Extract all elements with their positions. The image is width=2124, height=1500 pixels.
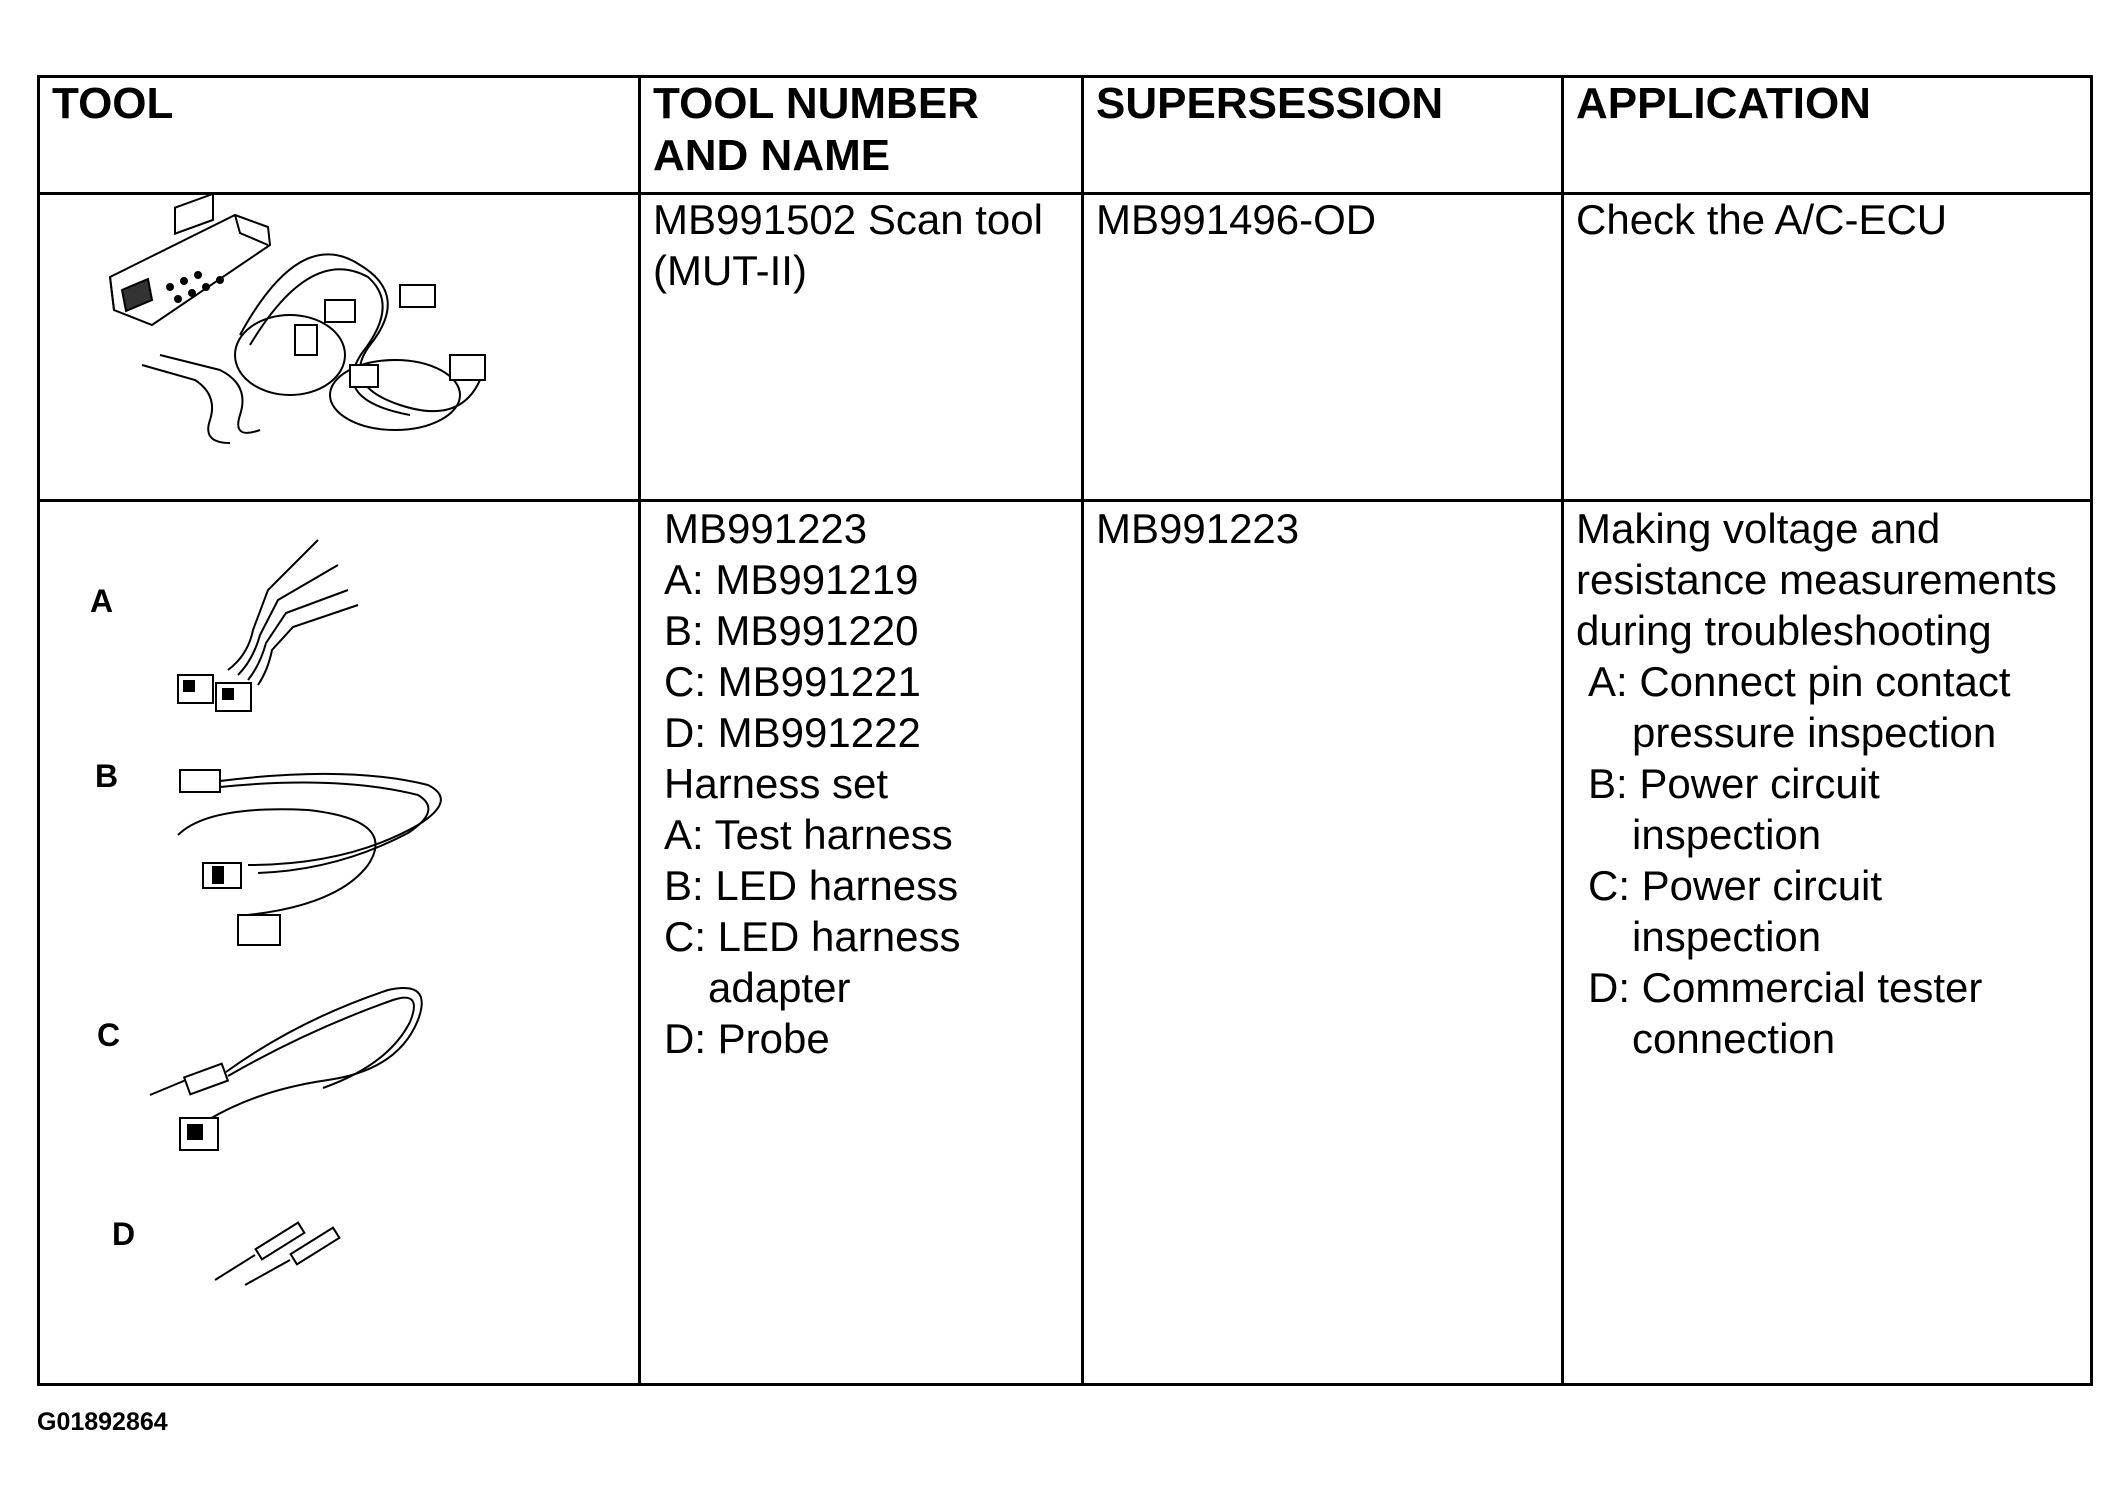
row2-tool-number-line-5: D: MB991222 [664, 709, 921, 756]
tool-label-a: A [90, 583, 114, 619]
column-divider-3 [1561, 75, 1564, 1386]
row2-application-line-10: D: Commercial tester [1588, 964, 1983, 1011]
row2-application-line-7: inspection [1632, 811, 1822, 858]
row2-tool-number-line-7: A: Test harness [664, 811, 953, 858]
header-tool: TOOL [52, 79, 174, 128]
tool-label-b: B [95, 758, 119, 794]
row2-tool-number-line-9: C: LED harness [664, 913, 961, 960]
row2-tool-number-line-10: adapter [708, 964, 851, 1011]
row2-tool-number-line-3: B: MB991220 [664, 607, 919, 654]
row1-tool-number-line-2: (MUT-II) [653, 247, 807, 294]
header-tool-number-name: TOOL NUMBER AND NAME [653, 79, 979, 180]
row2-application-line-6: B: Power circuit [1588, 760, 1880, 807]
row2-application-line-9: inspection [1632, 913, 1822, 960]
tool-label-d: D [112, 1216, 136, 1252]
test-harness-illustration [168, 535, 368, 720]
row2-application-line-4: A: Connect pin contact [1588, 658, 2011, 705]
table-border-bottom [37, 1383, 2093, 1386]
row2-tool-number-line-4: C: MB991221 [664, 658, 921, 705]
row2-supersession: MB991223 [1096, 505, 1300, 552]
row2-application-line-3: during troubleshooting [1576, 607, 1992, 654]
column-divider-1 [638, 75, 641, 1386]
row2-tool-number-line-6: Harness set [664, 760, 889, 807]
table-border-right [2090, 75, 2093, 1386]
table-border-left [37, 75, 40, 1386]
row2-tool-number-line-11: D: Probe [664, 1015, 830, 1062]
figure-code: G01892864 [37, 1408, 168, 1436]
row1-application-line-1: Check the A/C-ECU [1576, 196, 1948, 243]
row2-application-line-8: C: Power circuit [1588, 862, 1883, 909]
row2-tool-number-line-1: MB991223 [664, 505, 868, 552]
led-harness-illustration [168, 755, 453, 950]
header-supersession: SUPERSESSION [1096, 79, 1444, 128]
header-application: APPLICATION [1576, 79, 1871, 128]
row2-application-line-1: Making voltage and [1576, 505, 1941, 552]
row2-tool-number-line-2: A: MB991219 [664, 556, 919, 603]
row2-application-line-2: resistance measurements [1576, 556, 2057, 603]
row2-tool-number-line-8: B: LED harness [664, 862, 959, 909]
row1-tool-number-line-1: MB991502 Scan tool [653, 196, 1043, 243]
row2-application-line-5: pressure inspection [1632, 709, 1997, 756]
table-border-row1 [37, 499, 2093, 502]
probe-illustration [210, 1215, 360, 1290]
row1-supersession: MB991496-OD [1096, 196, 1377, 243]
row2-application-line-11: connection [1632, 1015, 1836, 1062]
led-harness-adapter-illustration [148, 980, 433, 1160]
tool-label-c: C [97, 1017, 121, 1053]
column-divider-2 [1081, 75, 1084, 1386]
scan-tool-illustration [100, 205, 500, 470]
